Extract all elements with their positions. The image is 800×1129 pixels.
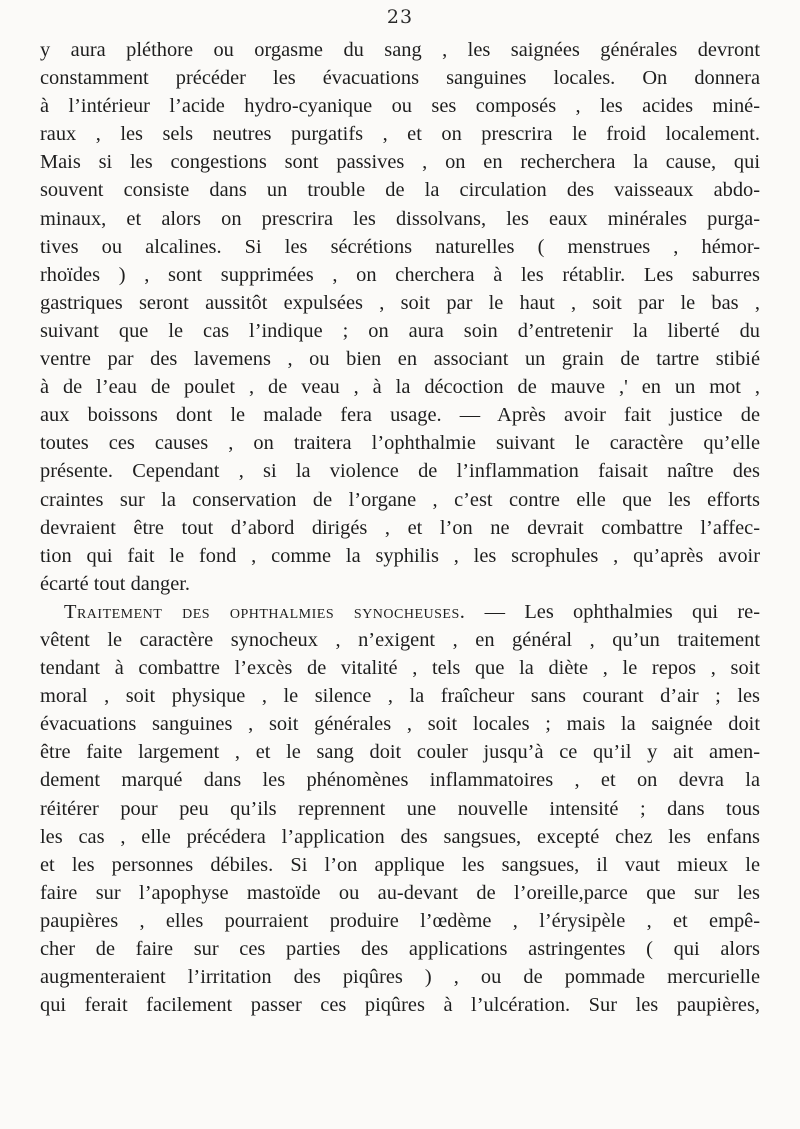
text-line: les cas , elle précédera l’application des sangsues, excepté chez les enfans [40,825,760,848]
text-line: aux boissons dont le malade fera usage. — Après avoir fait justice de [40,404,760,427]
text-line: et les personnes débiles. Si l’on applique les sangsues, il vaut mieux le [40,853,760,876]
text-line: craintes sur la conservation de l’organe , c’est contre elle que les efforts [40,488,760,511]
text-line: constamment précéder les évacuations sanguines locales. On donnera [40,67,760,90]
text-line: devraient être tout d’abord dirigés , et l’on ne devrait combattre l’affec- [40,516,760,539]
page-number: 23 [386,6,414,28]
text-line: tendant à combattre l’excès de vitalité , tels que la diète , le repos , soit [40,657,760,680]
text-line: gastriques seront aussitôt expulsées , soit par le haut , soit par le bas , [40,291,760,314]
text-line: raux , les sels neutres purgatifs , et on prescrira le froid localement. [40,123,760,146]
text-line: réitérer pour peu qu’ils reprennent une nouvelle intensité ; dans tous [40,797,760,820]
text-line: toutes ces causes , on traitera l’ophthalmie suivant le caractère qu’elle [40,432,760,455]
text-line: rhoïdes ) , sont supprimées , on cherchera à les rétablir. Les saburres [40,263,760,286]
text-line: évacuations sanguines , soit générales , soit locales ; mais la saignée doit [40,713,760,736]
text-line: cher de faire sur ces parties des applications astringentes ( qui alors [40,938,760,960]
text-line: à l’intérieur l’acide hydro-cyanique ou ses composés , les acides miné- [40,95,760,118]
heading-line-rest: — Les ophthalmies qui re- [465,600,760,623]
text-line: moral , soit physique , le silence , la fraîcheur sans courant d’air ; les [40,685,760,708]
section-heading: Traitement des ophthalmies synocheuses. [64,600,466,623]
paragraph-synocheuses [40,598,760,1019]
text-line: augmenteraient l’irritation des piqûres ) , ou de pommade mercurielle [40,966,760,989]
text-line: Mais si les congestions sont passives , on en recherchera la cause, qui [40,151,760,174]
text-line: être faite largement , et le sang doit couler jusqu’à ce qu’il y ait amen- [40,741,760,764]
text-line: souvent consiste dans un trouble de la circulation des vaisseaux abdo- [40,179,760,202]
text-line: tives ou alcalines. Si les sécrétions naturelles ( menstrues , hémor- [40,235,760,258]
text-line: écarté tout danger. [40,572,191,595]
text-line: paupières , elles pourraient produire l’œdème , l’érysipèle , et empê- [40,909,760,932]
text-line: vêtent le caractère synocheux , n’exigent , en général , qu’un traitement [40,628,760,651]
text-line: à de l’eau de poulet , de veau , à la décoction de mauve ,' en un mot , [40,376,760,399]
text-line: dement marqué dans les phénomènes inflammatoires , et on devra la [40,769,760,792]
text-line: présente. Cependant , si la violence de l’inflammation faisait naître des [40,460,760,483]
body-text [40,36,760,1019]
text-line: ventre par des lavemens , ou bien en associant un grain de tartre stibié [40,348,760,371]
text-line: qui ferait facilement passer ces piqûres à l’ulcération. Sur les paupières, [40,994,760,1017]
text-line: tion qui fait le fond , comme la syphilis , les scrophules , qu’après avoir [40,544,760,567]
text-line: minaux, et alors on prescrira les dissolvans, les eaux minérales purga- [40,207,760,230]
paragraph-congestions [40,36,760,598]
text-line [40,598,760,626]
text-line: faire sur l’apophyse mastoïde ou au-devant de l’oreille,parce que sur les [40,881,760,904]
text-line: y aura pléthore ou orgasme du sang , les saignées générales devront [40,39,760,61]
text-line: suivant que le cas l’indique ; on aura soin d’entretenir la liberté du [40,319,760,342]
